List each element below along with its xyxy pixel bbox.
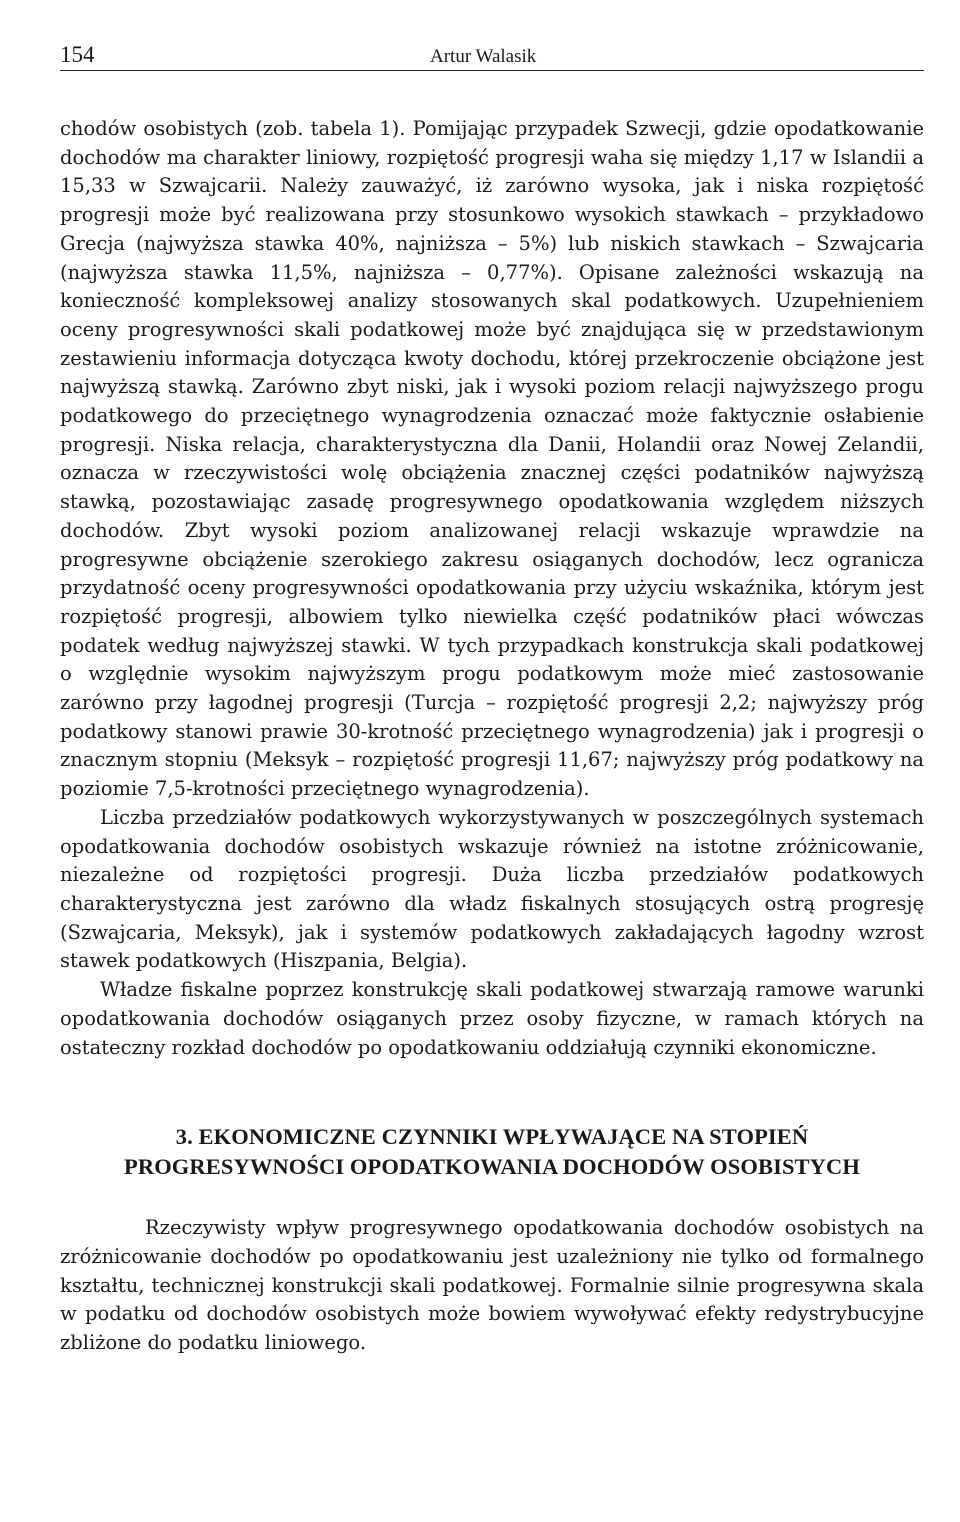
section-body (60, 1214, 924, 1358)
section-paragraph: Rzeczywisty wpływ progresywnego opodatkowania dochodów osobistych na zróżnicowanie dochodów po opodatkowaniu jest uzależniony nie tylko od formalnego kształtu, technicznej konstrukcji skali podatkowej. Formalnie silnie progresywna skala w podatku od dochodów osobistych może bowiem wywoływać efekty redystrybucyjne zbliżone do podatku liniowego. (60, 1216, 924, 1355)
paragraph-fiscal-authorities: Władze fiskalne poprzez konstrukcję skali podatkowej stwarzają ramowe warunki opodatkowania dochodów osiąganych przez osoby fizyczne, w ramach których na ostateczny rozkład dochodów po opodatkowaniu oddziałują czynniki ekonomiczne. (60, 978, 924, 1059)
running-author: Artur Walasik (430, 46, 537, 67)
paragraph-tax-brackets: Liczba przedziałów podatkowych wykorzystywanych w poszczególnych systemach opodatkowania dochodów osobistych wskazuje również na istotne zróżnicowanie, niezależne od rozpiętości progresji. Duża liczba przedziałów podatkowych charakterystyczna jest zarówno dla władz fiskalnych stosujących ostrą progresję (Szwajcaria, Meksyk), jak i systemów podatkowych zakładających łagodny wzrost stawek podatkowych (Hiszpania, Belgia). (60, 805, 924, 973)
paragraph-continued: chodów osobistych (zob. tabela 1). Pomijając przypadek Szwecji, gdzie opodatkowanie dochodów ma charakter liniowy, rozpiętość progresji waha się między 1,17 w Islandii a 15,33 w Szwajcarii. Należy zauważyć, iż zarówno wysoka, jak i niska rozpiętość progresji może być realizowana przy stosunkowo wysokich stawkach – przykładowo Grecja (najwyższa stawka 40%, najniższa – 5%) lub niskich stawkach – Szwajcaria (najwyższa stawka 11,5%, najniższa – 0,77%). Opisane zależności wskazują na konieczność kompleksowej analizy stosowanych skal podatkowych. Uzupełnieniem oceny progresywności skali podatkowej może być znajdująca się w przedstawionym zestawieniu informacja dotycząca kwoty dochodu, której przekroczenie obciążone jest najwyższą stawką. Zarówno zbyt niski, jak i wysoki poziom relacji najwyższego progu podatkowego do przeciętnego wynagrodzenia oznaczać może faktycznie osłabienie progresji. Niska relacja, charakterystyczna dla Danii, Holandii oraz Nowej Zelandii, oznacza w rzeczywistości wolę obciążenia znacznej części podatników najwyższą stawką, pozostawiając zasadę progresywnego opodatkowania względem niższych dochodów. Zbyt wysoki poziom analizowanej relacji wskazuje wprawdzie na progresywne obciążenie szerokiego zakresu osiąganych dochodów, lecz ogranicza przydatność oceny progresywności opodatkowania przy użyciu wskaźnika, którym jest rozpiętość progresji, albowiem tylko niewielka część podatników płaci wówczas podatek według najwyższej stawki. W tych przypadkach konstrukcja skali podatkowej o względnie wysokim najwyższym progu podatkowym może mieć zastosowanie zarówno przy łagodnej progresji (Turcja – rozpiętość progresji 2,2; najwyższy próg podatkowy stanowi prawie 30-krotność przeciętnego wynagrodzenia) jak i progresji o znacznym stopniu (Meksyk – rozpiętość progresji 11,67; najwyższy próg podatkowy na poziomie 7,5-krotności przeciętnego wynagrodzenia). (60, 117, 924, 801)
running-header (60, 38, 924, 71)
page-number: 154 (60, 42, 95, 67)
page (60, 38, 924, 1358)
section-heading-line-1: 3. EKONOMICZNE CZYNNIKI WPŁYWAJĄCE NA STOPIEŃ (175, 1124, 809, 1150)
section-heading-line-2: PROGRESYWNOŚCI OPODATKOWANIA DOCHODÓW OSOBISTYCH (124, 1154, 860, 1180)
body-text (60, 115, 924, 1062)
section-heading (60, 1122, 924, 1182)
